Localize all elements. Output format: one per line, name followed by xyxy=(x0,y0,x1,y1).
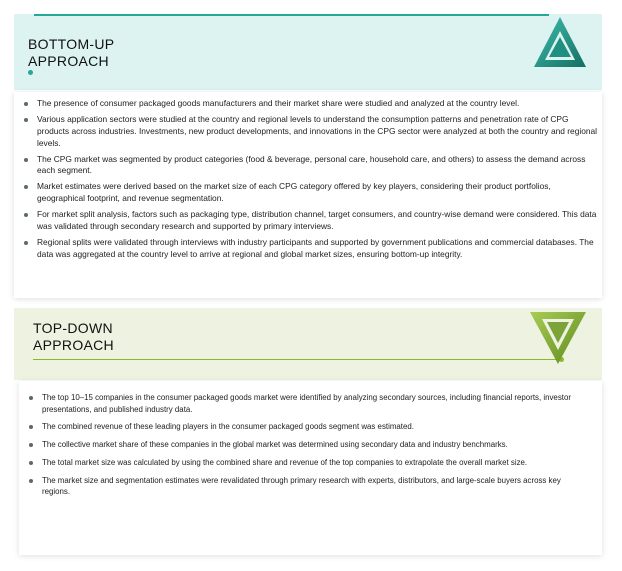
bullet-icon xyxy=(24,102,28,106)
bottom-up-title-line1: BOTTOM-UP xyxy=(28,36,115,52)
top-down-title-line2: APPROACH xyxy=(33,337,114,353)
bottom-up-title xyxy=(28,36,114,70)
list-item: Regional splits were validated through interviews with industry participants and supported by government publications and commercial databases. The data was aggregated at the country level to arrive at regional and global market sizes, ensuring bottom-up integrity. xyxy=(24,237,599,261)
bottom-up-list xyxy=(24,98,599,265)
list-item: The presence of consumer packaged goods manufacturers and their market share were studied and analyzed at the country level. xyxy=(24,98,599,110)
top-down-title xyxy=(33,320,114,354)
bullet-icon xyxy=(29,461,33,465)
bullet-icon xyxy=(24,158,28,162)
bottom-up-title-line2: APPROACH xyxy=(28,53,109,69)
bullet-icon xyxy=(29,425,33,429)
top-down-title-line1: TOP-DOWN xyxy=(33,320,113,336)
bullet-icon xyxy=(24,118,28,122)
bullet-icon xyxy=(29,396,33,400)
bullet-icon xyxy=(29,443,33,447)
list-item: For market split analysis, factors such as packaging type, distribution channel, target consumers, and country-wise demand were considered. This data was validated through secondary research and supported by primary interviews. xyxy=(24,209,599,233)
top-down-underline xyxy=(33,359,563,360)
list-item: The combined revenue of these leading players in the consumer packaged goods segment was estimated. xyxy=(29,421,589,433)
bullet-icon xyxy=(29,479,33,483)
bullet-icon xyxy=(24,241,28,245)
bottom-up-banner xyxy=(14,14,602,90)
list-item: The collective market share of these companies in the global market was determined using secondary data and industry benchmarks. xyxy=(29,439,589,451)
top-down-panel xyxy=(19,381,602,555)
bullet-icon xyxy=(24,213,28,217)
top-down-list xyxy=(29,392,589,504)
triangle-up-icon xyxy=(532,15,588,69)
bottom-up-panel xyxy=(14,92,602,298)
bottom-up-title-dot xyxy=(28,70,33,75)
bullet-icon xyxy=(24,185,28,189)
list-item: Various application sectors were studied at the country and regional levels to understand the consumption patterns and penetration rate of CPG products across industries. Investments, new product developments, and innovations in the CPG sector were analyzed at both the country and regional levels. xyxy=(24,114,599,149)
list-item: Market estimates were derived based on the market size of each CPG category offered by key players, considering their product portfolios, geographical footprint, and revenue segmentation. xyxy=(24,181,599,205)
list-item: The total market size was calculated by using the combined share and revenue of the top companies to extrapolate the overall market size. xyxy=(29,457,589,469)
list-item: The market size and segmentation estimates were revalidated through primary research with experts, distributors, and large-scale buyers across key regions. xyxy=(29,475,589,498)
top-down-banner xyxy=(14,308,602,380)
bottom-up-top-line xyxy=(34,14,549,16)
list-item: The CPG market was segmented by product categories (food & beverage, personal care, household care, and others) to assess the demand across each segment. xyxy=(24,154,599,178)
list-item: The top 10–15 companies in the consumer packaged goods market were identified by analyzing secondary sources, including financial reports, investor presentations, and published industry data. xyxy=(29,392,589,415)
triangle-down-icon xyxy=(528,310,588,366)
